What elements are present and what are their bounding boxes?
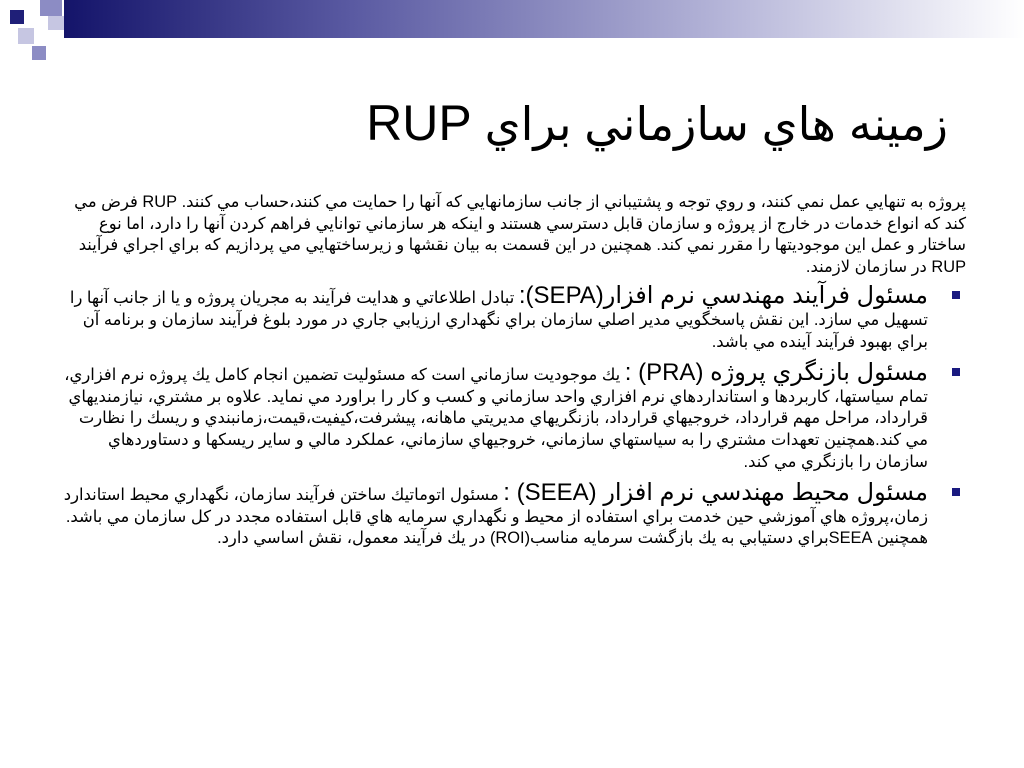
corner-square-3 (18, 28, 34, 44)
header-gradient-bar (64, 0, 1024, 38)
bullet-heading: مسئول فرآيند مهندسي نرم افزار(SEPA): (518, 282, 928, 310)
bullet-item (58, 361, 966, 473)
bullet-heading: مسئول محيط مهندسي نرم افزار (SEEA) : (503, 479, 928, 507)
slide-body (58, 192, 966, 558)
bullet-marker-icon (952, 368, 960, 376)
corner-square-4 (48, 16, 64, 30)
bullet-text: يك موجوديت سازماني است كه مسئوليت تضمين انجام كامل يك پروژه نرم افزاري، تمام سياستها، كاربردها و استانداردهاي نرم افزاري واحد سازماني و كسب و كار را براورد مي نمايد. علاوه بر مشتري، نيازمنديهاي قرارداد، مراحل مهم قرارداد، خروجيهاي قرارداد، بازنگريهاي مديريتي ماهانه، پيشرفت،كيفيت،قيمت،زمانبندي و ريسك را نظارت مي كند.همچنين تعهدات مشتري را به سياستهاي سازماني، خروجيهاي سازماني، عملكرد مالي و ساير ريسكها و دستاوردهاي سازمان را بازنگري مي كند. (64, 366, 928, 471)
slide-title-latin: RUP (366, 95, 472, 151)
bullet-heading: مسئول بازنگري پروژه (PRA) : (624, 359, 928, 387)
bullet-text: مسئول اتوماتيك ساختن فرآيند سازمان، نگهداري محيط استاندارد زمان،پروژه هاي آموزشي حين خدمت براي استفاده از محيط و نگهداري سرمايه هاي قابل استفاده مجدد در كل سازمان مي باشد. همچنين SEEAبراي دستيابي به يك بازگشت سرمايه مناسب(ROI) در يك فرآيند معمول، نقش اساسي دارد. (63, 486, 928, 548)
bullet-marker-icon (952, 488, 960, 496)
slide-title (188, 88, 948, 159)
slide-title-text: زمينه هاي سازماني براي (484, 98, 948, 150)
corner-square-2 (40, 0, 62, 16)
corner-square-5 (32, 46, 46, 60)
bullet-text: تبادل اطلاعاتي و هدايت فرآيند به مجريان پروژه و يا از جانب آنها را تسهيل مي سازد. اين نقش پاسخگويي مدير اصلي سازمان براي نگهداري ارزيابي جاري در مورد بلوغ فرآيند سازمان و برنامه آن براي بهبود فرآيند آينده مي باشد. (69, 289, 928, 351)
bullet-item (58, 284, 966, 353)
bullet-marker-icon (952, 291, 960, 299)
intro-paragraph: پروژه به تنهايي عمل نمي كنند، و روي توجه و پشتيباني از جانب سازمانهايي كه آنها را حمايت مي كنند،حساب مي كنند. RUP فرض مي كند كه انواع خدمات در خارج از پروژه و سازمان قابل دسترسي هستند و اينكه هر سازماني توانايي فراهم كردن آنها را دارد، اما نوع ساختار و عمل اين موجوديتها را مقرر نمي كند. همچنين در اين قسمت به بيان نقشها و زيرساختهايي مي پردازيم كه براي اجراي فرآيند RUP در سازمان لازمند. (74, 193, 966, 276)
corner-square-1 (10, 10, 24, 24)
bullet-item (58, 481, 966, 550)
